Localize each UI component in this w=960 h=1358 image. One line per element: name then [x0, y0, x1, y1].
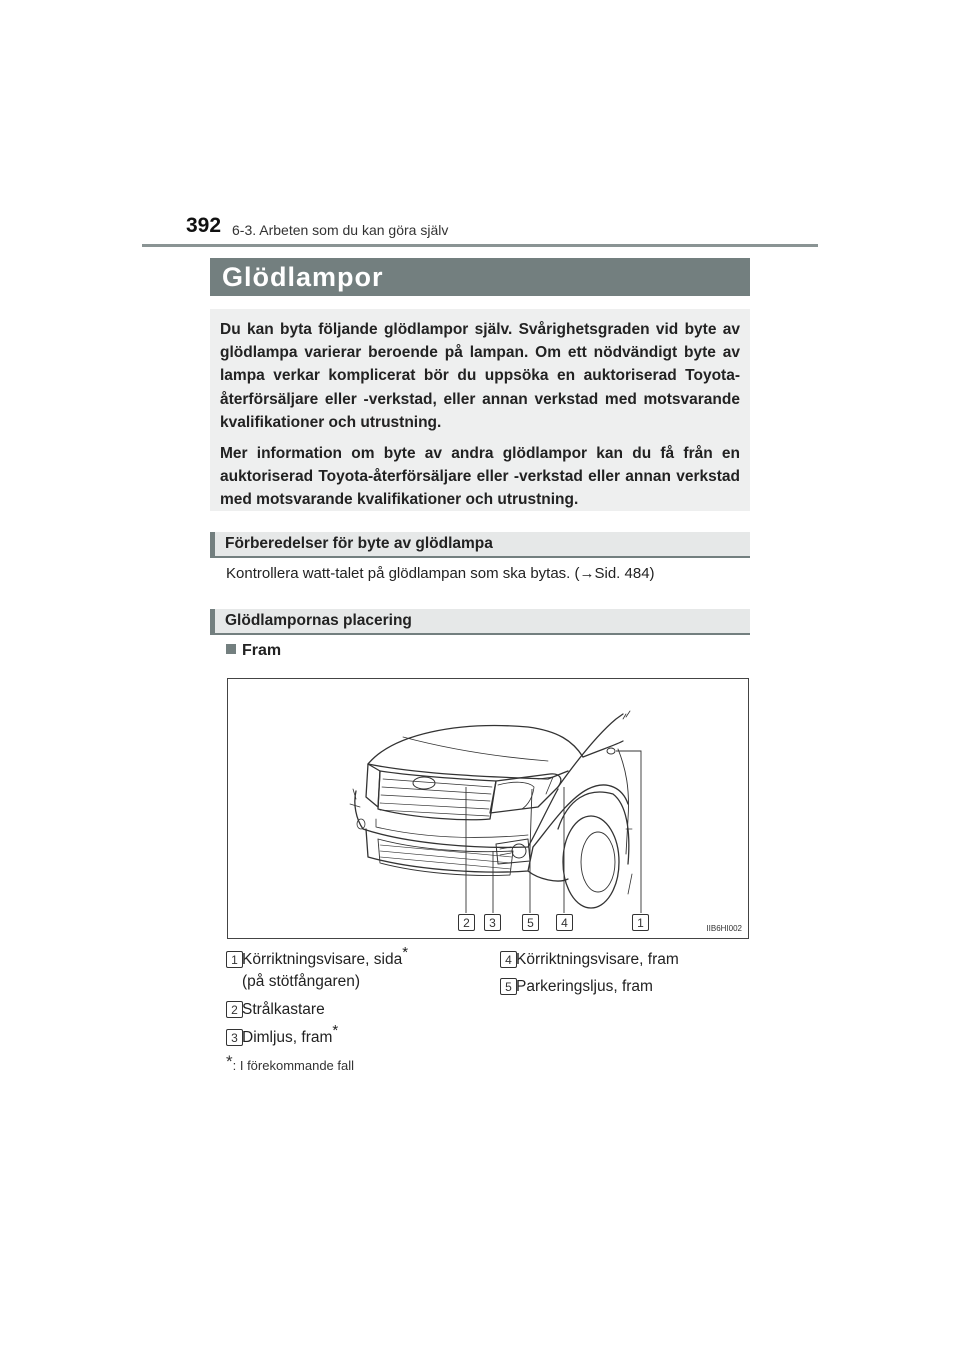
callout-4: 4: [556, 914, 573, 931]
placement-heading: Glödlampornas placering: [225, 612, 412, 629]
page-title: Glödlampor: [222, 262, 384, 292]
footnote-text: : I förekommande fall: [232, 1058, 355, 1073]
intro-paragraph-2: Mer information om byte av andra glödlampor kan du få från en auktoriserad Toyota-återförsäljare eller -verkstad eller annan verkstad med motsvarande kvalifikationer och utrustning.: [220, 445, 740, 509]
legend-label-1-line2: (på stötfångaren): [242, 973, 361, 990]
fram-subheading: [226, 642, 281, 660]
legend-item-2: [226, 1000, 476, 1022]
legend-label-4: Körriktningsvisare, fram: [516, 951, 679, 968]
legend-num-1: 1: [226, 951, 243, 968]
legend-num-4: 4: [500, 951, 517, 968]
footnote: [226, 1052, 354, 1073]
header-divider: [142, 244, 818, 247]
preparation-heading-bar: [210, 532, 750, 558]
legend-item-3: [226, 1022, 476, 1050]
figure-code: IIB6HI002: [706, 924, 742, 933]
vehicle-front-illustration: [228, 679, 749, 939]
legend-num-5: 5: [500, 978, 517, 995]
legend-item-1: [226, 944, 476, 994]
section-breadcrumb: 6-3. Arbeten som du kan göra själv: [232, 222, 449, 238]
callout-5: 5: [522, 914, 539, 931]
preparation-heading: Förberedelser för byte av glödlampa: [225, 535, 493, 552]
legend-num-2: 2: [226, 1001, 243, 1018]
legend-num-3: 3: [226, 1029, 243, 1046]
legend-label-2: Strålkastare: [242, 1001, 325, 1018]
callout-1: 1: [632, 914, 649, 931]
legend-item-5: [500, 977, 740, 999]
legend-label-3: Dimljus, fram: [242, 1029, 333, 1046]
legend-label-5: Parkeringsljus, fram: [516, 978, 653, 995]
legend-item-4: [500, 950, 740, 972]
page-title-bar: [210, 258, 750, 296]
placement-heading-bar: [210, 609, 750, 635]
intro-box: [210, 309, 750, 511]
legend-star-3: *: [332, 1022, 339, 1039]
front-lamps-figure: [227, 678, 749, 939]
square-bullet-icon: [226, 644, 236, 654]
callout-3: 3: [484, 914, 501, 931]
legend-label-1: Körriktningsvisare, sida: [242, 951, 403, 968]
callout-2: 2: [458, 914, 475, 931]
footnote-star: *: [226, 1052, 233, 1071]
fram-label-text: Fram: [242, 642, 282, 659]
intro-paragraph-1: Du kan byta följande glödlampor själv. Svårighetsgraden vid byte av glödlampa varierar beroende på lampan. Om ett nödvändigt byte av lampa verkar komplicerat bör du uppsöka en auktoriserad Toyota-återförsäljare eller -verkstad, eller annan verkstad med motsvarande kvalifikationer och utrustning.: [220, 321, 740, 431]
preparation-text: Kontrollera watt-talet på glödlampan som ska bytas. (→Sid. 484): [226, 565, 655, 582]
legend-star-1: *: [402, 944, 409, 961]
page-number: 392: [186, 214, 222, 237]
